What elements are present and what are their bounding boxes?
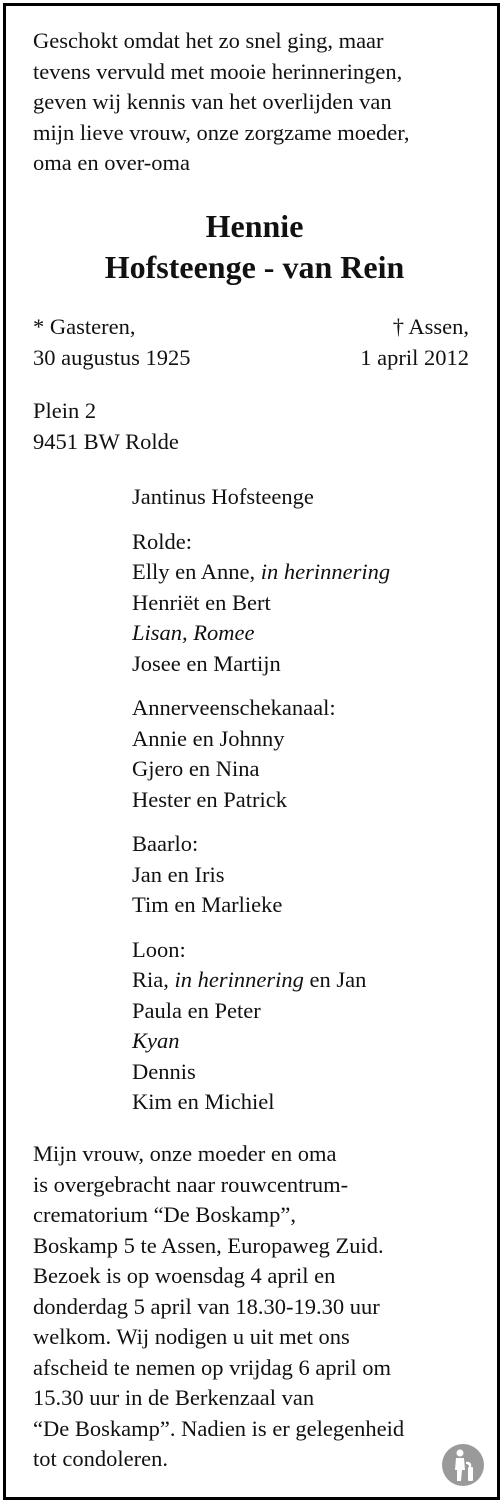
intro-line: mijn lieve vrouw, onze zorgzame moeder, <box>33 119 410 145</box>
death-place: † Assen, <box>392 314 469 339</box>
address <box>33 396 179 457</box>
closing-line: Boskamp 5 te Assen, Europaweg Zuid. <box>33 1232 384 1258</box>
in-memoriam-note: in herinnering <box>174 967 304 992</box>
family-group-husband <box>132 482 390 513</box>
address-street: Plein 2 <box>33 398 97 423</box>
death-notice-card <box>3 3 500 1500</box>
closing-line: is overgebracht naar rouwcentrum- <box>33 1171 349 1197</box>
deceased-full-name: Hofsteenge - van Rein <box>104 249 405 285</box>
closing-line: 15.30 uur in de Berkenzaal van <box>33 1385 315 1410</box>
birth-date: 30 augustus 1925 <box>33 344 191 370</box>
intro-line: tevens vervuld met mooie herinneringen, <box>33 58 403 84</box>
address-city: 9451 BW Rolde <box>33 428 179 454</box>
closing-line: Bezoek is op woensdag 4 april en <box>33 1263 336 1288</box>
family-line: Gjero en Nina <box>132 756 260 781</box>
husband-name: Jantinus Hofsteenge <box>132 484 314 509</box>
family-group-annerveenschekanaal <box>132 693 390 815</box>
closing-line: Mijn vrouw, onze moeder en oma <box>33 1141 337 1166</box>
closing-line: afscheid te nemen op vrijdag 6 april om <box>33 1354 392 1380</box>
family-group-baarlo <box>132 829 390 921</box>
family-group-rolde <box>132 527 390 680</box>
intro-text <box>33 26 409 179</box>
closing-text <box>33 1139 404 1475</box>
closing-line: “De Boskamp”. Nadien is er gelegenheid <box>33 1415 405 1441</box>
family-line: Paula en Peter <box>132 997 261 1023</box>
death-date: 1 april 2012 <box>360 344 469 370</box>
family-list <box>132 482 390 1118</box>
intro-line: Geschokt omdat het zo snel ging, maar <box>33 28 384 53</box>
in-memoriam-note: in herinnering <box>260 559 391 584</box>
closing-line: tot condoleren. <box>33 1446 168 1471</box>
family-line: Dennis <box>132 1058 196 1084</box>
birth-info <box>33 312 191 373</box>
closing-line: crematorium “De Boskamp”, <box>33 1202 297 1227</box>
intro-line: oma en over-oma <box>33 150 190 175</box>
death-info <box>360 312 469 373</box>
family-line: Annie en Johnny <box>132 725 285 751</box>
group-place: Baarlo: <box>132 831 199 856</box>
group-place: Rolde: <box>132 528 192 554</box>
intro-line: geven wij kennis van het overlijden van <box>33 89 392 114</box>
family-line: Henriët en Bert <box>132 589 271 615</box>
family-names: Elly en Anne, <box>132 559 256 584</box>
family-line: Jan en Iris <box>132 861 225 887</box>
family-line <box>132 557 390 588</box>
family-line: Hester en Patrick <box>132 786 287 812</box>
family-line: Lisan, Romee <box>132 620 255 645</box>
family-line: Tim en Marlieke <box>132 892 283 917</box>
group-place: Annerveenschekanaal: <box>132 695 336 720</box>
memorial-figure-icon <box>441 1443 485 1487</box>
closing-line: donderdag 5 april van 18.30-19.30 uur <box>33 1293 380 1319</box>
family-names: Ria, <box>132 967 169 992</box>
family-names: en Jan <box>309 967 367 992</box>
deceased-first-name: Hennie <box>205 208 304 244</box>
family-line: Kyan <box>132 1028 180 1053</box>
closing-line: welkom. Wij nodigen u uit met ons <box>33 1324 350 1349</box>
family-line: Josee en Martijn <box>132 650 281 676</box>
birth-place: * Gasteren, <box>33 314 136 339</box>
group-place: Loon: <box>132 936 186 962</box>
family-line <box>132 965 390 996</box>
family-group-loon <box>132 935 390 1118</box>
family-line: Kim en Michiel <box>132 1089 275 1114</box>
